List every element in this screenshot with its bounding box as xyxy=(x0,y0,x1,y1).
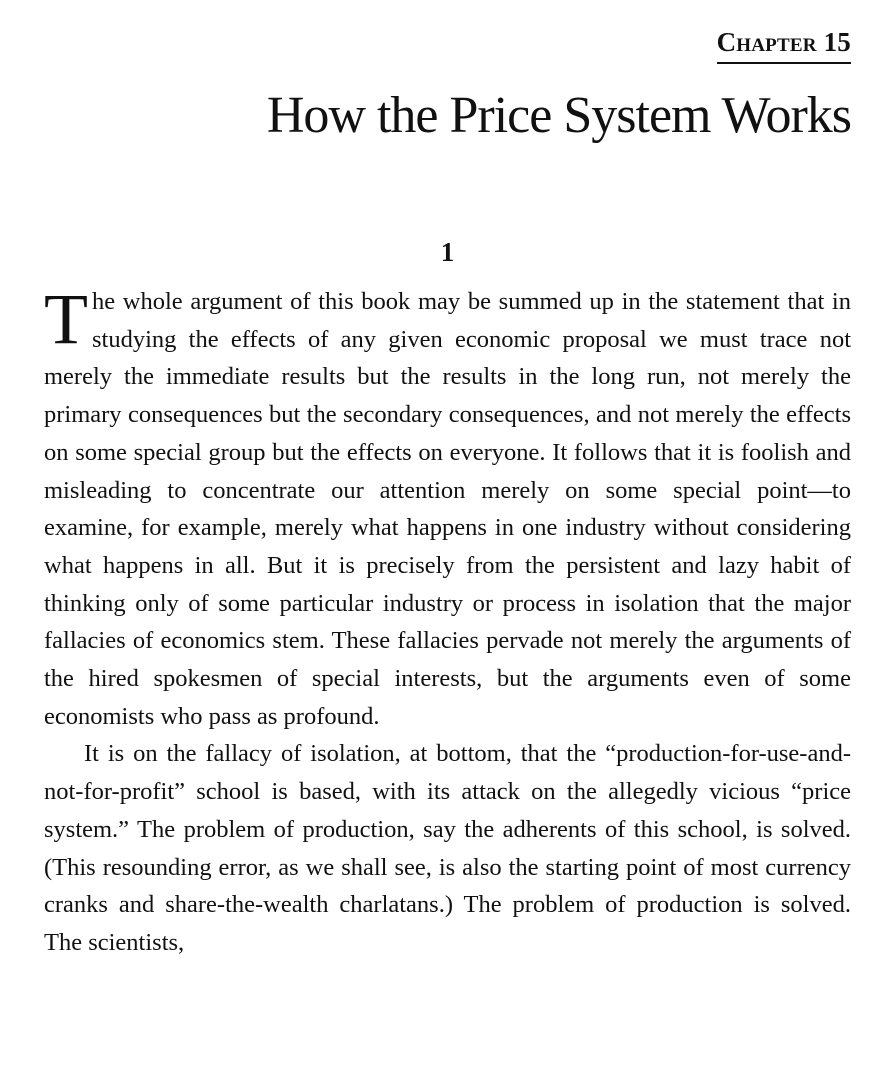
paragraph-1: The whole argument of this book may be summed up in the statement that in studying the effects of any given economic proposal we must trace not merely the immediate results but the results in the long run, not merely the primary consequences but the secondary consequences, and not merely the effects on some special group but the effects on everyone. It follows that it is foolish and misleading to concentrate our attention merely on some special point—to examine, for example, merely what happens in one industry without considering what happens in all. But it is precisely from the persistent and lazy habit of thinking only of some particular industry or process in isolation that the major fallacies of economics stem. These fallacies pervade not merely the arguments of the hired spokesmen of special interests, but the arguments even of some economists who pass as profound. xyxy=(44,279,851,730)
body-text xyxy=(44,279,851,962)
paragraph-2: It is on the fallacy of isolation, at bottom, that the “production-for-use-and-not-for-profit” school is based, with its attack on the allegedly vicious “price system.” The problem of production, say the adherents of this school, is solved. (This resounding error, as we shall see, is also the starting point of most currency cranks and share-the-wealth charlatans.) The problem of production is solved. The scientists, xyxy=(44,740,851,956)
chapter-title: How the Price System Works xyxy=(266,87,851,144)
chapter-label: Chapter 15 xyxy=(717,26,851,64)
book-page xyxy=(44,0,851,1078)
section-number: 1 xyxy=(440,237,455,267)
